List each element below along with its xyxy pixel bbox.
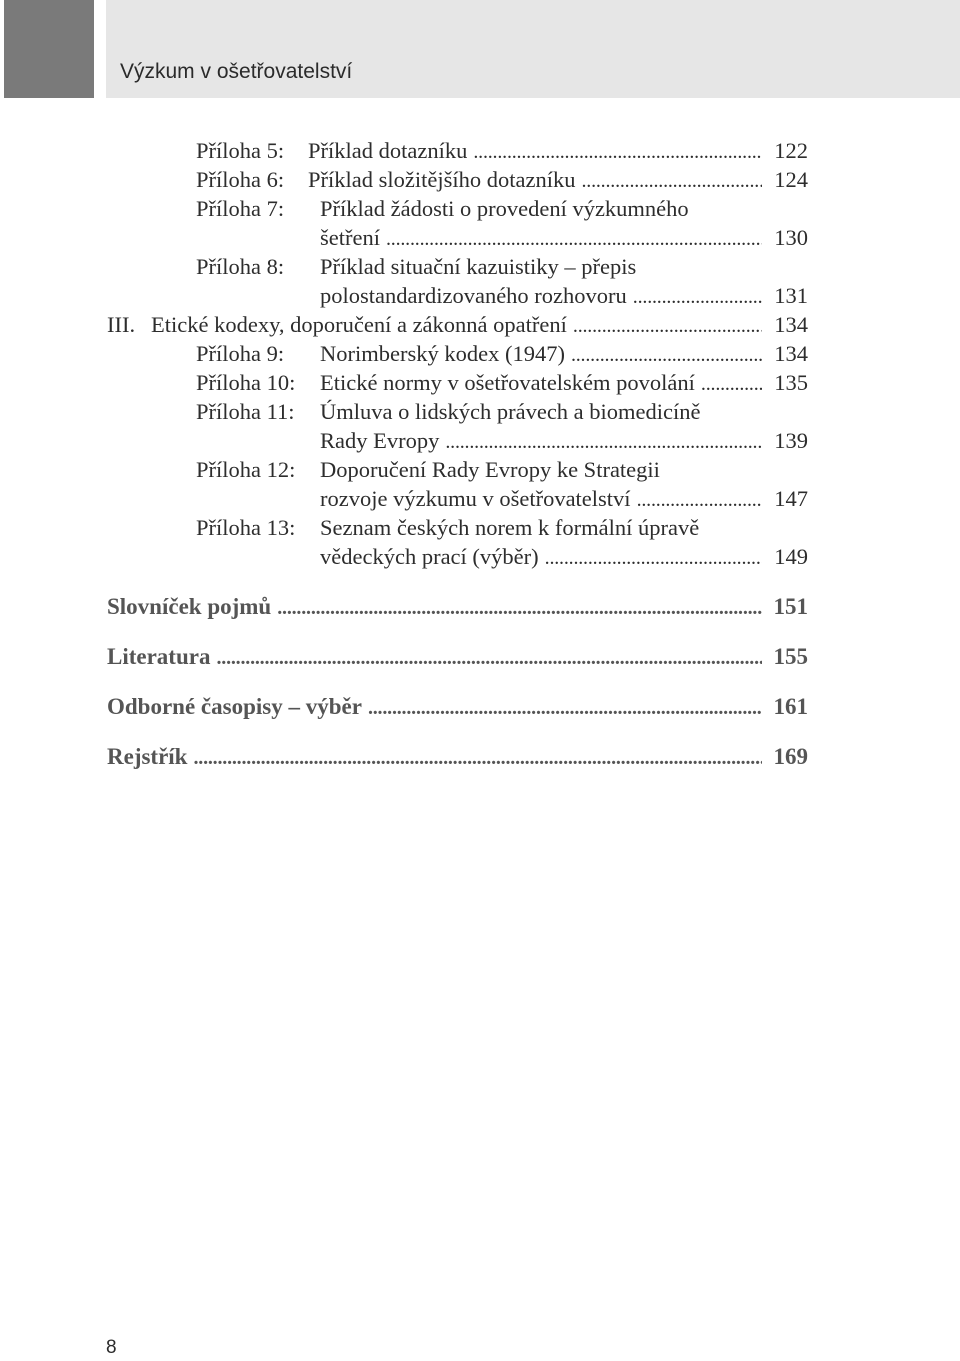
toc-entry-title-line1: Příklad situační kazuistiky – přepis — [320, 254, 637, 279]
toc-section-title: Rejstřík . . . — [107, 741, 762, 773]
toc-entry-continuation[interactable] — [196, 281, 808, 310]
toc-section-page: 151 — [773, 594, 808, 619]
toc-entry-label: Příloha 10: — [196, 370, 296, 395]
toc-entry-title-line1: Úmluva o lidských právech a biomedicíně — [320, 399, 701, 424]
toc-entry[interactable] — [196, 252, 808, 281]
toc-entry-page: 147 — [774, 486, 808, 511]
toc-entry-label: Příloha 12: — [196, 457, 296, 482]
toc-entry-title: Příklad složitějšího dotazníku . . . — [308, 165, 762, 194]
toc-section[interactable] — [107, 641, 808, 673]
toc-entry-title: Příklad dotazníku . . . — [308, 136, 762, 165]
toc-entry-title: polostandardizovaného rozhovoru . . . — [320, 281, 762, 310]
toc-entry-title: rozvoje výzkumu v ošetřovatelství . . . — [320, 484, 762, 513]
toc-chapter-page: 134 — [774, 312, 808, 337]
toc-section-title: Literatura . . . — [107, 641, 762, 673]
toc-entry-title: vědeckých prací (výběr) . . . — [320, 542, 762, 571]
toc-section-page: 169 — [773, 744, 808, 769]
toc-entry[interactable] — [196, 165, 808, 194]
toc-entry[interactable] — [196, 136, 808, 165]
toc-section[interactable] — [107, 591, 808, 623]
toc-entry-label: Příloha 6: — [196, 167, 285, 192]
toc-entry-page: 124 — [774, 167, 808, 192]
toc-entry-page: 122 — [774, 138, 808, 163]
toc-entry-label: Příloha 13: — [196, 515, 296, 540]
toc-entry-continuation[interactable] — [196, 484, 808, 513]
toc-section-title: Odborné časopisy – výběr . . . — [107, 691, 762, 723]
toc-entry[interactable] — [196, 455, 808, 484]
toc-entry[interactable] — [196, 513, 808, 542]
toc-entry-continuation[interactable] — [196, 426, 808, 455]
running-header-title: Výzkum v ošetřovatelství — [120, 60, 353, 83]
toc-entry-continuation[interactable] — [196, 542, 808, 571]
toc-section[interactable] — [107, 741, 808, 773]
toc-entry[interactable] — [196, 339, 808, 368]
toc-entry[interactable] — [196, 397, 808, 426]
toc-chapter-title: Etické kodexy, doporučení a zákonná opatření . . . — [151, 310, 762, 339]
toc-entry-page: 131 — [774, 283, 808, 308]
toc-entry-title: šetření . . . — [320, 223, 762, 252]
toc-entry-title: Norimberský kodex (1947) . . . — [320, 339, 762, 368]
toc-entry[interactable] — [196, 368, 808, 397]
toc-entry-label: Příloha 8: — [196, 254, 285, 279]
toc-entry-page: 139 — [774, 428, 808, 453]
toc-section-title: Slovníček pojmů . . . — [107, 591, 762, 623]
toc-entry-label: Příloha 11: — [196, 399, 295, 424]
toc-entry-page: 149 — [774, 544, 808, 569]
toc-entry-title-line1: Doporučení Rady Evropy ke Strategii — [320, 457, 660, 482]
toc-entry[interactable] — [196, 194, 808, 223]
page-number: 8 — [106, 1337, 117, 1358]
toc-entry-title: Etické normy v ošetřovatelském povolání . . . — [320, 368, 762, 397]
toc-entry-label: Příloha 5: — [196, 138, 285, 163]
toc-entry-label: Příloha 7: — [196, 196, 285, 221]
toc-entry-page: 135 — [774, 370, 808, 395]
toc-entry-title: Rady Evropy . . . — [320, 426, 762, 455]
toc-section-page: 155 — [773, 644, 808, 669]
toc-entry-title-line1: Příklad žádosti o provedení výzkumného — [320, 196, 689, 221]
toc-entry-title-line1: Seznam českých norem k formální úpravě — [320, 515, 700, 540]
toc-chapter[interactable] — [107, 310, 808, 339]
toc-section-page: 161 — [773, 694, 808, 719]
toc-chapter-number: III. — [107, 312, 136, 337]
toc-entry-page: 134 — [774, 341, 808, 366]
toc-section[interactable] — [107, 691, 808, 723]
toc-entry-continuation[interactable] — [196, 223, 808, 252]
toc-entry-page: 130 — [774, 225, 808, 250]
toc-entry-label: Příloha 9: — [196, 341, 285, 366]
